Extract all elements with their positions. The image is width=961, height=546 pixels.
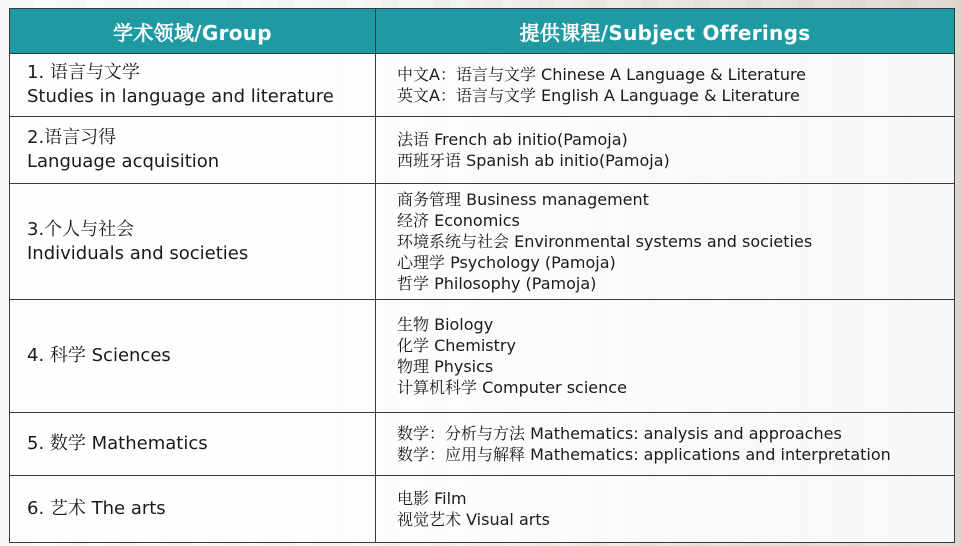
group-cell xyxy=(10,54,376,117)
subject-item: 环境系统与社会 Environmental systems and societies xyxy=(397,232,813,251)
subject-item: 电影 Film xyxy=(397,489,467,508)
subject-item: 物理 Physics xyxy=(397,357,494,376)
subject-item: 商务管理 Business management xyxy=(397,190,649,209)
subject-item: 西班牙语 Spanish ab initio(Pamoja) xyxy=(397,151,670,170)
group-cell xyxy=(10,117,376,184)
group-name-en: Studies in language and literature xyxy=(27,86,334,107)
subject-item: 经济 Economics xyxy=(397,211,520,230)
group-name: 6. 艺术 The arts xyxy=(27,498,166,519)
subjects-cell xyxy=(376,413,955,476)
table-row xyxy=(10,117,955,184)
table-row xyxy=(10,300,955,413)
table-row xyxy=(10,413,955,476)
group-cell xyxy=(10,476,376,543)
group-name-zh: 3.个人与社会 xyxy=(27,218,135,240)
subjects-cell xyxy=(376,117,955,184)
subject-item: 视觉艺术 Visual arts xyxy=(397,510,550,529)
subjects-cell xyxy=(376,476,955,543)
subjects-cell xyxy=(376,54,955,117)
table-row xyxy=(10,54,955,117)
subject-item: 数学：应用与解释 Mathematics: applications and interpretation xyxy=(397,445,891,464)
group-name-en: Individuals and societies xyxy=(27,242,249,264)
table-row xyxy=(10,476,955,543)
group-cell xyxy=(10,184,376,300)
header-group: 学术领域/Group xyxy=(10,9,376,54)
subject-item: 中文A：语言与文学 Chinese A Language & Literature xyxy=(397,65,807,84)
subjects-cell xyxy=(376,184,955,300)
group-name: 4. 科学 Sciences xyxy=(27,345,171,366)
group-cell xyxy=(10,413,376,476)
subject-item: 计算机科学 Computer science xyxy=(397,378,627,397)
subject-item: 生物 Biology xyxy=(397,315,494,334)
table-row xyxy=(10,184,955,300)
group-name-en: Language acquisition xyxy=(27,151,220,172)
subject-item: 数学：分析与方法 Mathematics: analysis and approaches xyxy=(397,424,842,443)
group-name-zh: 2.语言习得 xyxy=(27,127,117,148)
subject-item: 英文A：语言与文学 English A Language & Literature xyxy=(397,86,800,105)
subject-item: 化学 Chemistry xyxy=(397,336,516,355)
group-name-zh: 1. 语言与文学 xyxy=(27,62,140,83)
subject-item: 法语 French ab initio(Pamoja) xyxy=(397,130,628,149)
subject-item: 心理学 Psychology (Pamoja) xyxy=(397,253,616,272)
subjects-cell xyxy=(376,300,955,413)
group-name: 5. 数学 Mathematics xyxy=(27,433,208,454)
table-header xyxy=(10,9,955,54)
group-cell xyxy=(10,300,376,413)
curriculum-table xyxy=(9,8,955,543)
subject-item: 哲学 Philosophy (Pamoja) xyxy=(397,274,597,293)
header-subjects: 提供课程/Subject Offerings xyxy=(376,9,955,54)
